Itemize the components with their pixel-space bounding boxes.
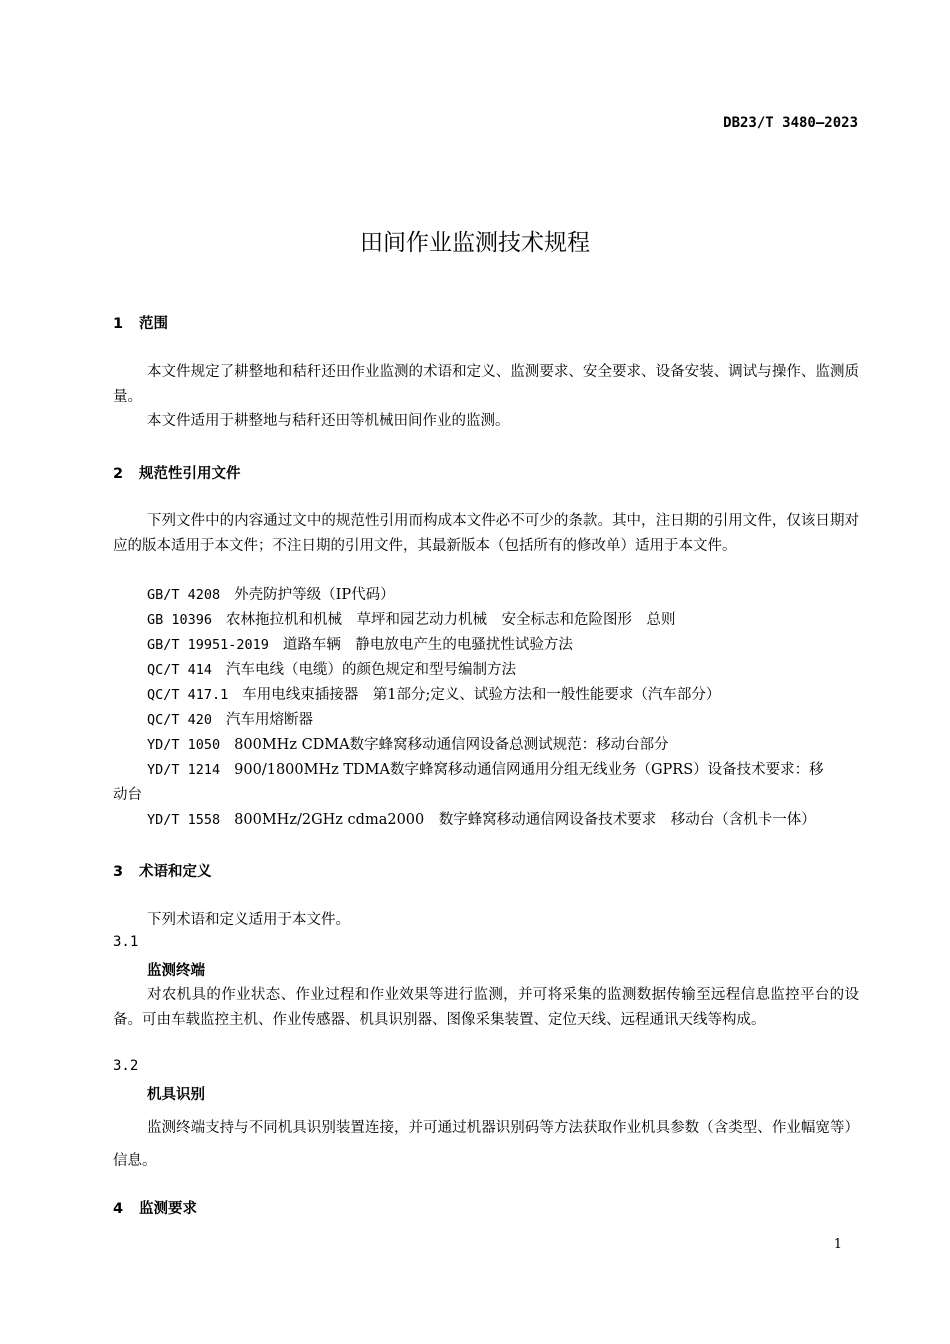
reference-title: 900/1800MHz TDMA数字蜂窝移动通信网通用分组无线业务（GPRS）设备技术要求：移: [234, 762, 824, 778]
term-name: 机具识别: [147, 1087, 205, 1103]
term-definition: 监测终端支持与不同机具识别装置连接，并可通过机器识别码等方法获取作业机具参数（含类型、作业幅宽等）信息。: [113, 1120, 859, 1169]
reference-item: [147, 658, 516, 679]
terms-intro: 下列术语和定义适用于本文件。: [147, 912, 350, 928]
section-title: 监测要求: [139, 1201, 197, 1217]
reference-code: GB/T 19951-2019: [147, 637, 269, 653]
term-number: 3.1: [113, 934, 139, 950]
reference-item: [147, 683, 720, 704]
reference-item: [147, 808, 816, 829]
section-title: 规范性引用文件: [139, 466, 241, 482]
section-heading-scope: [113, 312, 168, 333]
reference-code: YD/T 1558: [147, 812, 221, 828]
document-code: DB23/T 3480—2023: [723, 115, 858, 131]
reference-title: 汽车用熔断器: [226, 712, 314, 728]
reference-item: [147, 708, 313, 729]
reference-item: [147, 758, 824, 779]
reference-code: GB/T 4208: [147, 587, 221, 603]
section-number: 1: [113, 316, 124, 332]
section-title: 术语和定义: [139, 864, 212, 880]
term-name: 监测终端: [147, 963, 205, 979]
reference-item: [147, 608, 676, 629]
section-title: 范围: [139, 316, 168, 332]
reference-title: 800MHz/2GHz cdma2000 数字蜂窝移动通信网设备技术要求 移动台（含机卡一体）: [234, 812, 816, 828]
reference-code: YD/T 1214: [147, 762, 221, 778]
reference-title: 汽车电线（电缆）的颜色规定和型号编制方法: [226, 662, 517, 678]
reference-code: YD/T 1050: [147, 737, 221, 753]
section-heading-normative-references: [113, 462, 241, 483]
reference-code: QC/T 417.1: [147, 687, 229, 703]
reference-title: 800MHz CDMA数字蜂窝移动通信网设备总测试规范：移动台部分: [234, 737, 669, 753]
scope-paragraph-2: 本文件适用于耕整地与秸秆还田等机械田间作业的监测。: [147, 413, 510, 429]
reference-item-continuation: 动台: [113, 787, 142, 803]
reference-code: GB 10396: [147, 612, 213, 628]
reference-item: [147, 733, 669, 754]
section-heading-terms: [113, 860, 212, 881]
document-title: 田间作业监测技术规程: [360, 230, 590, 256]
scope-paragraph-1: 本文件规定了耕整地和秸秆还田作业监测的术语和定义、监测要求、安全要求、设备安装、调试与操作、监测质量。: [113, 364, 859, 405]
section-number: 3: [113, 864, 124, 880]
reference-title: 道路车辆 静电放电产生的电骚扰性试验方法: [282, 637, 573, 653]
references-intro: 下列文件中的内容通过文中的规范性引用而构成本文件必不可少的条款。其中，注日期的引用文件，仅该日期对应的版本适用于本文件；不注日期的引用文件，其最新版本（包括所有的修改单）适用于本文件。: [113, 513, 859, 554]
section-number: 2: [113, 466, 124, 482]
section-heading-monitoring-requirements: [113, 1197, 197, 1218]
term-definition: 对农机具的作业状态、作业过程和作业效果等进行监测，并可将采集的监测数据传输至远程信息监控平台的设备。可由车载监控主机、作业传感器、机具识别器、图像采集装置、定位天线、远程通讯天线等构成。: [113, 987, 859, 1028]
reference-code: QC/T 414: [147, 662, 213, 678]
reference-item: [147, 633, 573, 654]
page-number: 1: [833, 1237, 842, 1252]
reference-title: 外壳防护等级（IP代码）: [234, 587, 395, 603]
section-number: 4: [113, 1201, 124, 1217]
reference-item: [147, 583, 395, 604]
term-number: 3.2: [113, 1058, 139, 1074]
reference-title: 车用电线束插接器 第1部分;定义、试验方法和一般性能要求（汽车部分）: [242, 687, 721, 703]
reference-code: QC/T 420: [147, 712, 213, 728]
reference-title: 农林拖拉机和机械 草坪和园艺动力机械 安全标志和危险图形 总则: [226, 612, 676, 628]
